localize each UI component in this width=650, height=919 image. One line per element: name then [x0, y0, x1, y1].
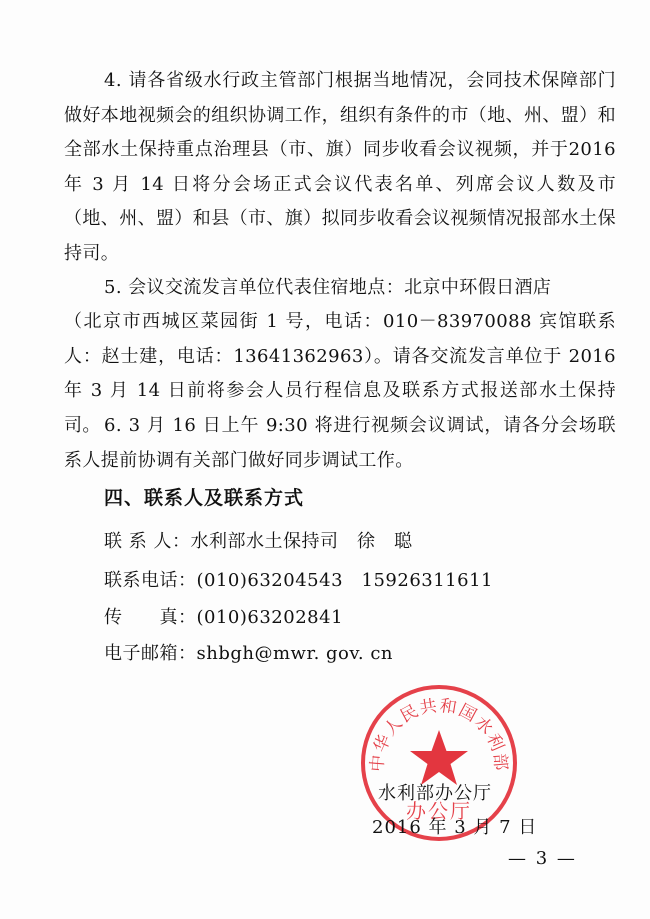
contact-email-label: 电子邮箱：	[104, 643, 197, 664]
signature-organization: 水利部办公厅	[378, 783, 492, 804]
contact-phone-label: 联系电话：	[104, 570, 197, 591]
signature-date: 2016 年 3 月 7 日	[372, 817, 538, 838]
contact-email-value[interactable]: shbgh@mwr. gov. cn	[196, 643, 394, 664]
contact-email-row	[104, 639, 393, 665]
contact-phone-row	[104, 566, 493, 592]
seal-outer-text: 中华人民共和国水利部	[367, 695, 511, 773]
paragraph-item-6: 6. 3 月 16 日上午 9:30 将进行视频会议调试，请各分会场联系人提前协调有关部门做好同步调试工作。	[64, 415, 616, 471]
page-number: — 3 —	[508, 848, 577, 869]
paragraph-item-5-line-1: 5. 会议交流发言单位代表住宿地点：北京中环假日酒店	[104, 277, 552, 298]
contact-fax-label: 传 真：	[104, 607, 197, 628]
section-heading-contacts: 四、联系人及联系方式	[104, 487, 305, 509]
contact-person-row	[104, 527, 412, 553]
paragraph-item-4: 4. 请各省级水行政主管部门根据当地情况，会同技术保障部门做好本地视频会的组织协调工作，组织有条件的市（地、州、盟）和全部水土保持重点治理县（市、旗）同步收看会议视频，并于2016 年 3 月 14 日将分会场正式会议代表名单、列席会议人数及市（地、州、盟）和县（市、旗）拟同步收看会议视频情况报部水土保持司。	[64, 70, 616, 264]
paragraph-item-5-line-2: （北京市西城区菜园街 1 号，电话：010－83970088 宾馆联系人：赵士建，电话：13641362963）。请各交流发言单位于 2016 年 3 月 14 日前将参会人员行程信息及联系方式报送部水土保持司。	[64, 311, 616, 436]
contact-fax-value: (010)63202841	[196, 607, 344, 628]
contact-person-value: 水利部水土保持司 徐 聪	[190, 531, 413, 552]
contact-person-label: 联 系 人：	[104, 531, 191, 552]
contact-fax-row	[104, 603, 343, 629]
seal-star-icon	[410, 730, 468, 785]
seal-inner-text: 办公厅	[406, 799, 472, 823]
contact-phone-value: (010)63204543 15926311611	[196, 570, 493, 591]
